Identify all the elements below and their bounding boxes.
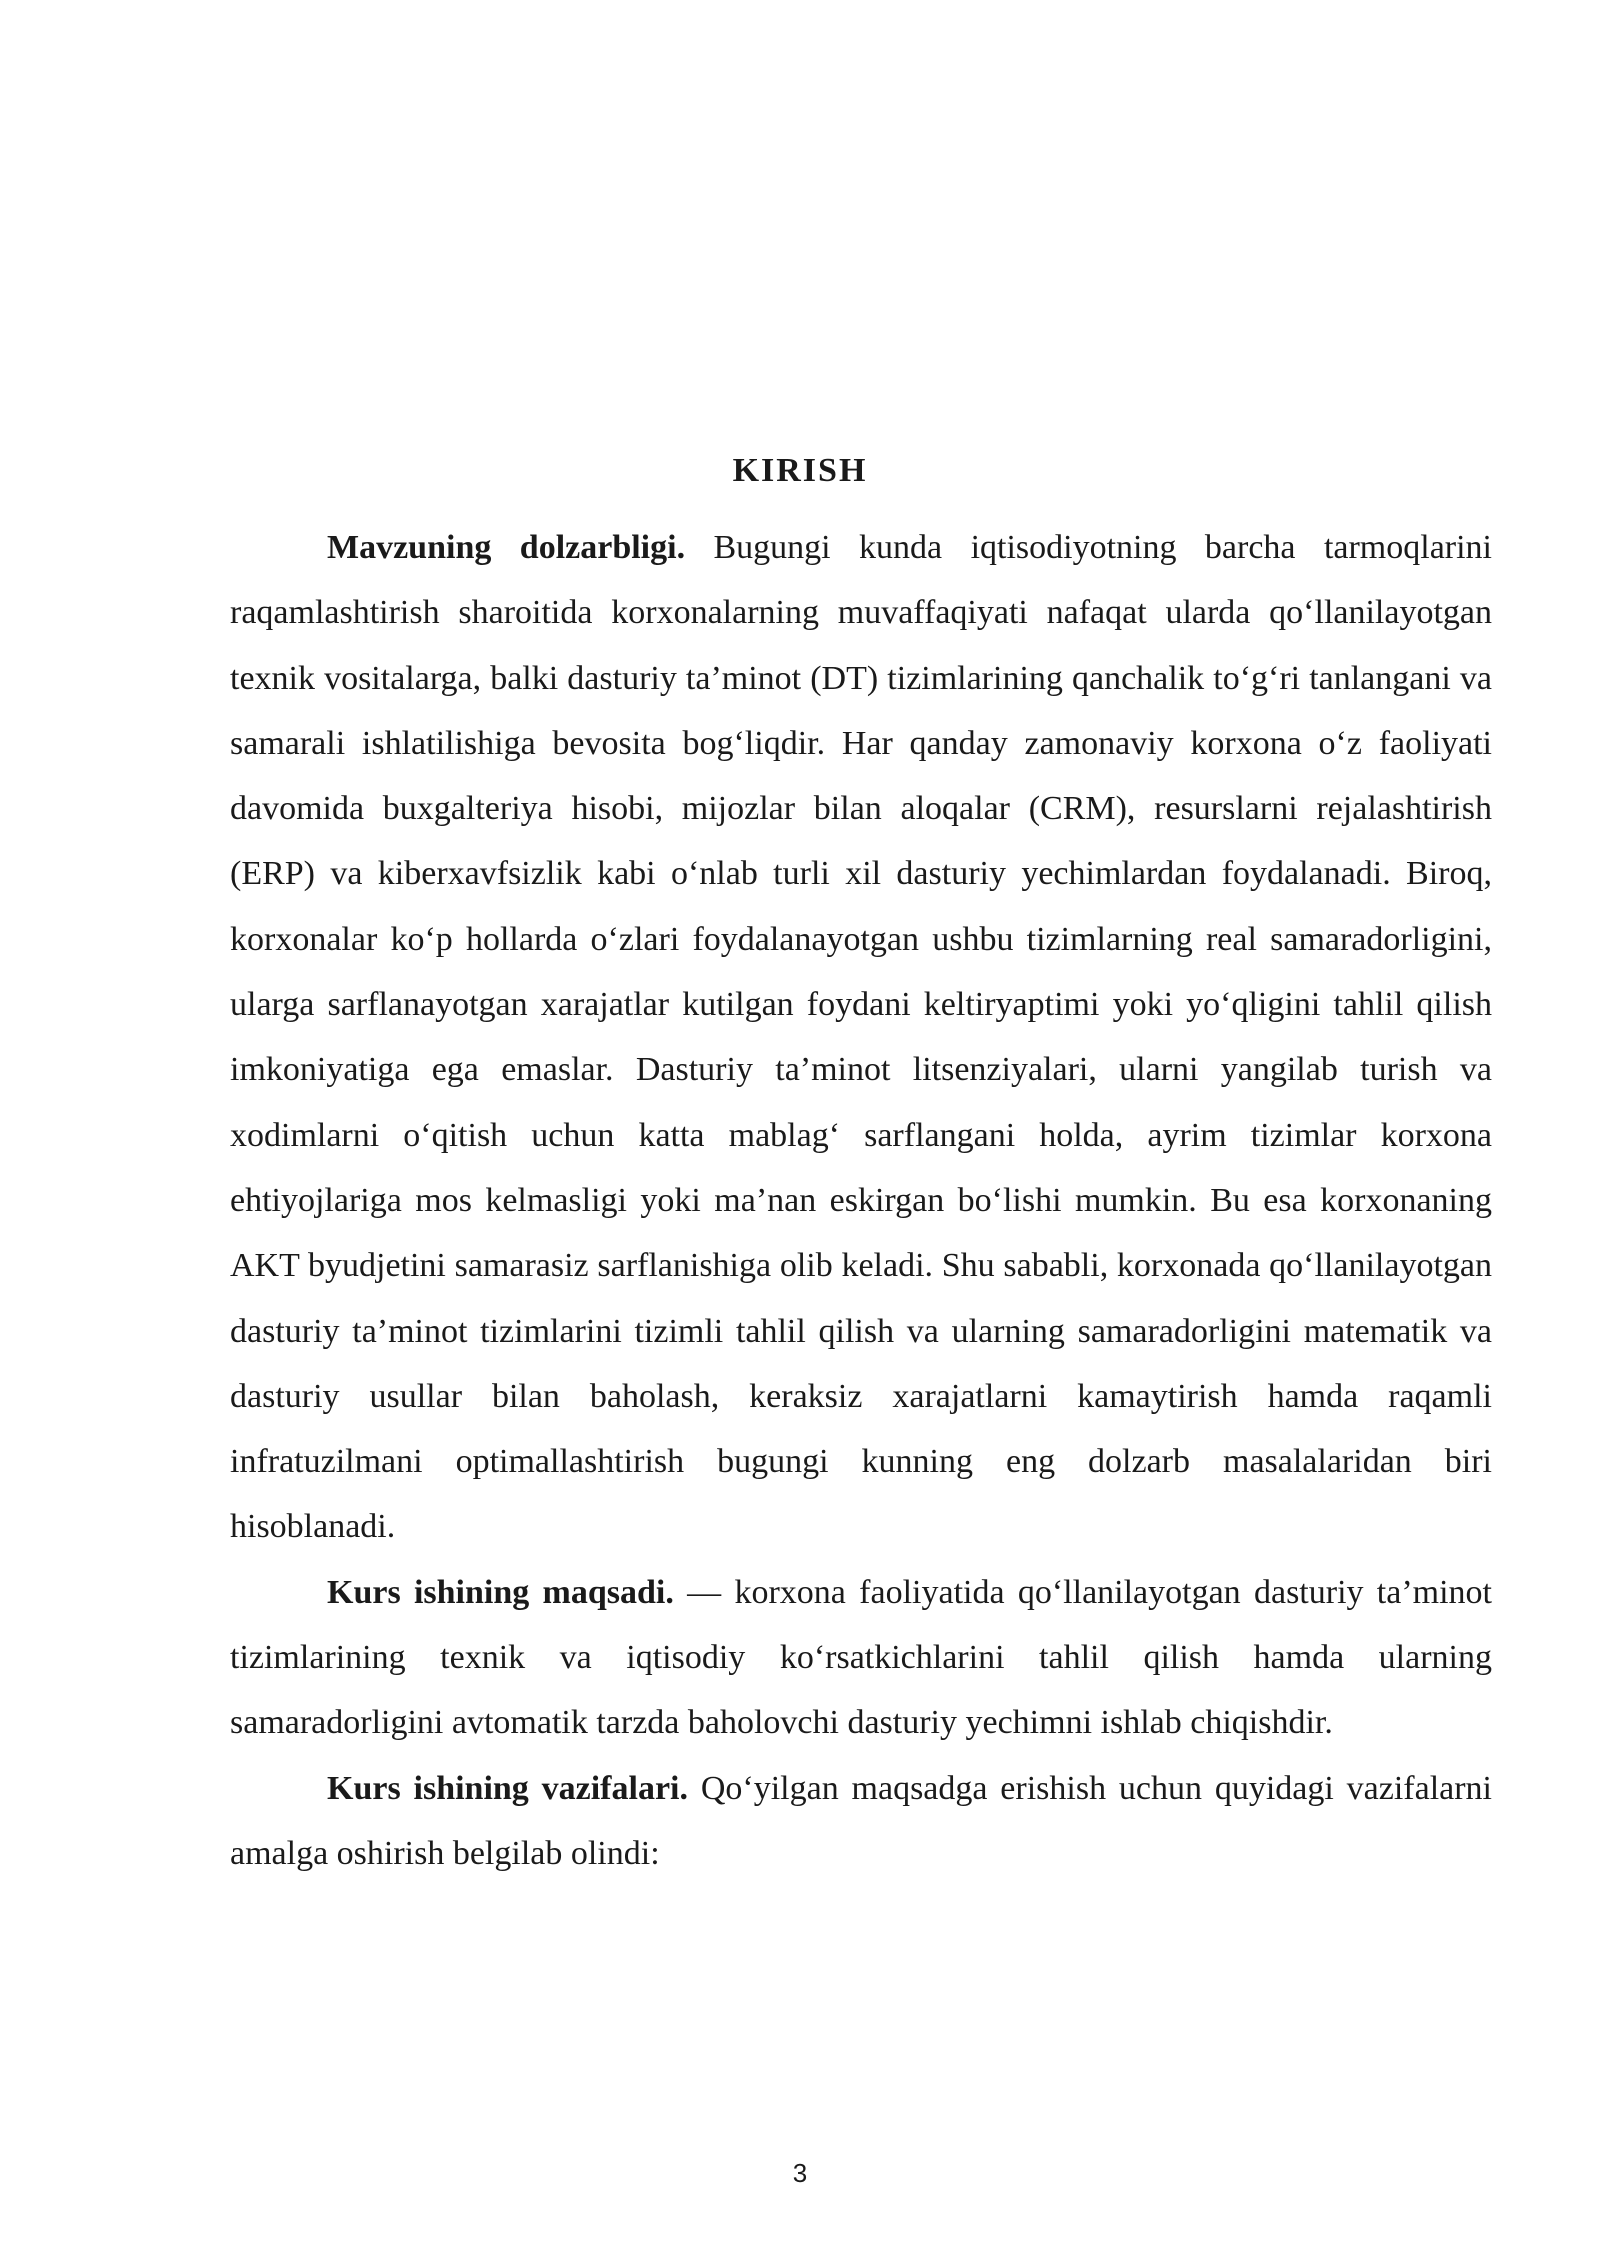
paragraph-tasks xyxy=(230,1756,1492,1887)
paragraph-text: Bugungi kunda iqtisodiyotning barcha tarmoqlarini raqamlashtirish sharoitida korxonalarning muvaffaqiyati nafaqat ularda qo‘llanilayotgan texnik vositalarga, balki dasturiy ta’minot (DT) tizimlarining qanchalik to‘g‘ri tanlangani va samarali ishlatilishiga bevosita bog‘liqdir. Har qanday zamonaviy korxona o‘z faoliyati davomida buxgalteriya hisobi, mijozlar bilan aloqalar (CRM), resurslarni rejalashtirish (ERP) va kiberxavfsizlik kabi o‘nlab turli xil dasturiy yechimlardan foydalanadi. Biroq, korxonalar ko‘p hollarda o‘zlari foydalanayotgan ushbu tizimlarning real samaradorligini, ularga sarflanayotgan xarajatlar kutilgan foydani keltiryaptimi yoki yo‘qligini tahlil qilish imkoniyatiga ega emaslar. Dasturiy ta’minot litsenziyalari, ularni yangilab turish va xodimlarni o‘qitish uchun katta mablag‘ sarflangani holda, ayrim tizimlar korxona ehtiyojlariga mos kelmasligi yoki ma’nan eskirgan bo‘lishi mumkin. Bu esa korxonaning AKT byudjetini samarasiz sarflanishiga olib keladi. Shu sababli, korxonada qo‘llanilayotgan dasturiy ta’minot tizimlarini tizimli tahlil qilish va ularning samaradorligini matematik va dasturiy usullar bilan baholash, keraksiz xarajatlarni kamaytirish hamda raqamli infratuzilmani optimallashtirish bugungi kunning eng dolzarb masalalaridan biri hisoblanadi. xyxy=(230,529,1493,1546)
paragraph-text: — korxona faoliyatida qo‘llanilayotgan dasturiy ta’minot tizimlarining texnik va iqtisodiy ko‘rsatkichlarini tahlil qilish hamda ularning samaradorligini avtomatik tarzda baholovchi dasturiy yechimni ishlab chiqishdir. xyxy=(230,1573,1493,1742)
body-text xyxy=(230,515,1492,1886)
page-number: 3 xyxy=(792,2158,808,2188)
paragraph-lead: Mavzuning dolzarbligi. xyxy=(327,529,686,566)
section-heading: KIRISH xyxy=(732,452,868,489)
paragraph-lead: Kurs ishining maqsadi. xyxy=(327,1573,674,1611)
paragraph-goal xyxy=(230,1560,1492,1756)
paragraph-text: Qo‘yilgan maqsadga erishish uchun quyidagi vazifalarni amalga oshirish belgilab olindi: xyxy=(230,1769,1493,1872)
paragraph-relevance xyxy=(230,515,1492,1560)
paragraph-lead: Kurs ishining vazifalari. xyxy=(327,1769,688,1807)
